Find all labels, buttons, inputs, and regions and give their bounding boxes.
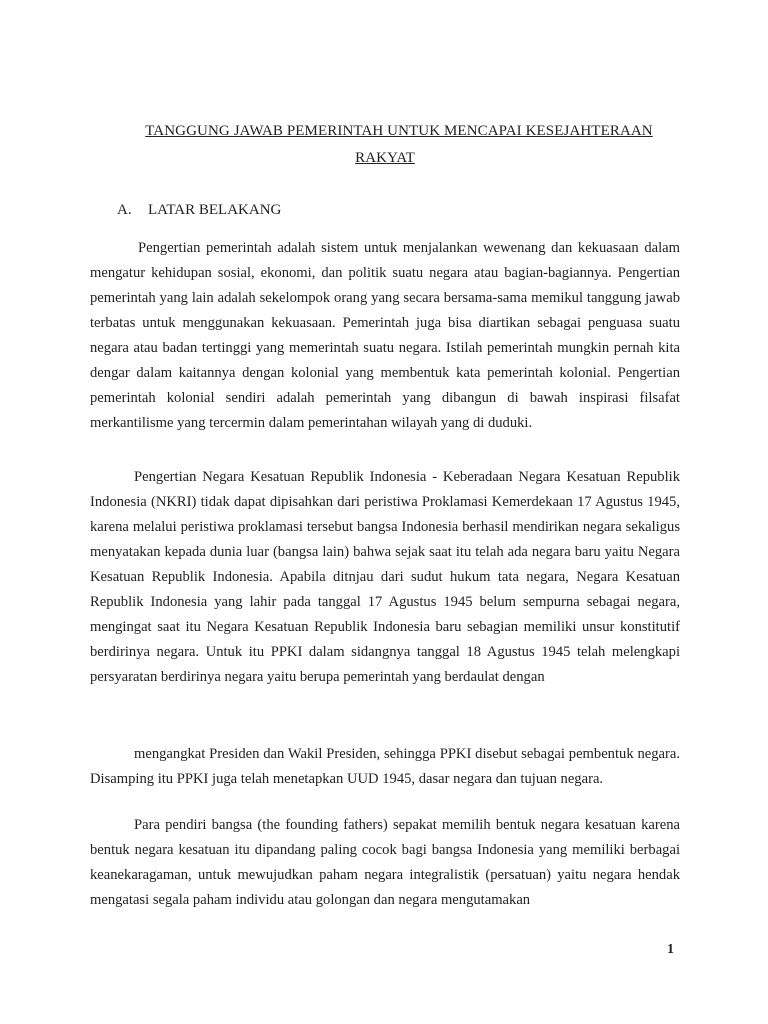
title-line-2: RAKYAT bbox=[355, 150, 415, 166]
section-number: A. bbox=[117, 202, 132, 218]
page-number: 1 bbox=[667, 942, 674, 957]
title-line-1: TANGGUNG JAWAB PEMERINTAH UNTUK MENCAPAI KESEJAHTERAAN bbox=[145, 123, 653, 139]
paragraph-2: Pengertian Negara Kesatuan Republik Indonesia - Keberadaan Negara Kesatuan Republik Indonesia (NKRI) tidak dapat dipisahkan dari peristiwa Proklamasi Kemerdekaan 17 Agustus 1945, karena melalui peristiwa proklamasi tersebut bangsa Indonesia berhasil mendirikan negara sekaligus menyatakan kepada dunia luar (bangsa lain) bahwa sejak saat itu telah ada negara baru yaitu Negara Kesatuan Republik Indonesia. Apabila ditnjau dari sudut hukum tata negara, Negara Kesatuan Republik Indonesia yang lahir pada tanggal 17 Agustus 1945 belum sempurna sebagai negara, mengingat saat itu Negara Kesatuan Republik Indonesia baru sebagian memiliki unsur konstitutif berdirinya negara. Untuk itu PPKI dalam sidangnya tanggal 18 Agustus 1945 telah melengkapi persyaratan berdirinya negara yaitu berupa pemerintah yang berdaulat dengan bbox=[90, 469, 680, 685]
paragraph-4: Para pendiri bangsa (the founding fathers) sepakat memilih bentuk negara kesatuan karena bentuk negara kesatuan itu dipandang paling cocok bagi bangsa Indonesia yang memiliki berbagai keanekaragaman, untuk mewujudkan paham negara integralistik (persatuan) yaitu negara hendak mengatasi segala paham individu atau golongan dan negara mengutamakan bbox=[90, 817, 680, 908]
paragraph-1: Pengertian pemerintah adalah sistem untuk menjalankan wewenang dan kekuasaan dalam mengatur kehidupan sosial, ekonomi, dan politik suatu negara atau bagian-bagiannya. Pengertian pemerintah yang lain adalah sekelompok orang yang secara bersama-sama memikul tanggung jawab terbatas untuk menggunakan kekuasaan. Pemerintah juga bisa diartikan sebagai penguasa suatu negara atau badan tertinggi yang memerintah suatu negara. Istilah pemerintah mungkin pernah kita dengar dalam kaitannya dengan kolonial yang membentuk kata pemerintah kolonial. Pengertian pemerintah kolonial sendiri adalah pemerintah yang dibangun di bawah inspirasi filsafat merkantilisme yang tercermin dalam pemerintahan wilayah yang di duduki. bbox=[90, 240, 680, 431]
document-title bbox=[90, 118, 680, 172]
paragraph-3: mengangkat Presiden dan Wakil Presiden, sehingga PPKI disebut sebagai pembentuk negara. Disamping itu PPKI juga telah menetapkan UUD 1945, dasar negara dan tujuan negara. bbox=[90, 746, 680, 787]
section-title: LATAR BELAKANG bbox=[148, 202, 282, 218]
section-heading bbox=[117, 200, 281, 220]
